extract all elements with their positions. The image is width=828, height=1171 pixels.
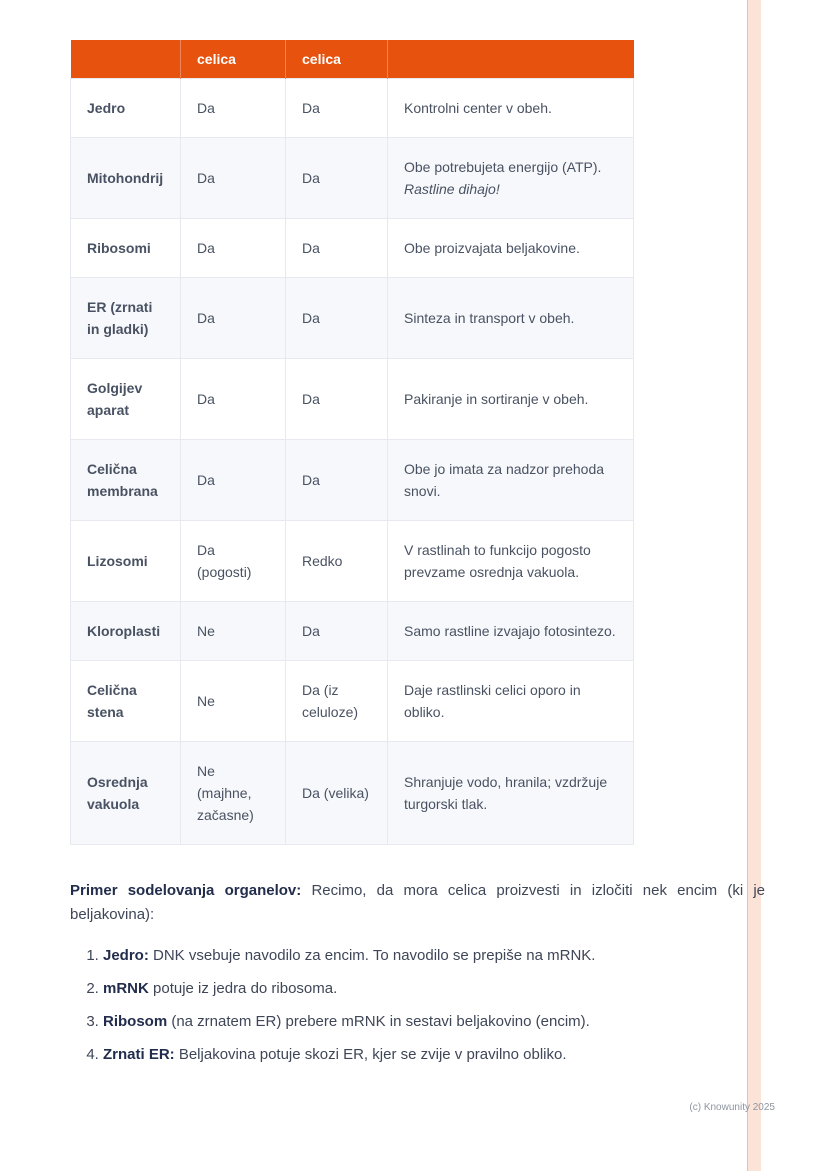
organelle-comparison-table (70, 40, 634, 845)
organelle-name: Celična membrana (71, 440, 181, 521)
organelle-name: Golgijev aparat (71, 359, 181, 440)
organelle-description (388, 138, 634, 219)
description-italic-note: Rastline dihajo! (404, 181, 500, 197)
list-item-lead: Ribosom (103, 1013, 168, 1030)
organelle-description: Sinteza in transport v obeh. (388, 278, 634, 359)
plant-cell-value: Da (286, 602, 388, 661)
plant-cell-value: Da (286, 138, 388, 219)
animal-cell-value: Da (pogosti) (181, 521, 286, 602)
table-row (71, 661, 634, 742)
organelle-description: Kontrolni center v obeh. (388, 79, 634, 138)
organelle-description: Samo rastline izvajajo fotosintezo. (388, 602, 634, 661)
organelle-name: Ribosomi (71, 219, 181, 278)
organelle-name: Lizosomi (71, 521, 181, 602)
animal-cell-value: Da (181, 359, 286, 440)
list-item (103, 978, 765, 1000)
example-intro-lead: Primer sodelovanja organelov: (70, 882, 302, 899)
header-animal-cell: celica (181, 40, 286, 79)
plant-cell-value: Da (286, 359, 388, 440)
table-row (71, 440, 634, 521)
list-item (103, 1011, 765, 1033)
animal-cell-value: Da (181, 278, 286, 359)
organelle-name: Celična stena (71, 661, 181, 742)
table-header-row (71, 40, 634, 79)
organelle-description: Shranjuje vodo, hranila; vzdržuje turgorski tlak. (388, 742, 634, 845)
list-item (103, 1044, 765, 1066)
table-row (71, 79, 634, 138)
list-item-lead: Zrnati ER: (103, 1046, 175, 1063)
animal-cell-value: Ne (181, 602, 286, 661)
animal-cell-value: Da (181, 219, 286, 278)
table-row (71, 359, 634, 440)
plant-cell-value: Da (286, 79, 388, 138)
table-row (71, 521, 634, 602)
organelle-cooperation-list (70, 945, 765, 1066)
list-item-lead: Jedro: (103, 947, 149, 964)
plant-cell-value: Da (velika) (286, 742, 388, 845)
list-item-text: DNK vsebuje navodilo za encim. To navodilo se prepiše na mRNK. (148, 947, 596, 964)
list-item-text: (na zrnatem ER) prebere mRNK in sestavi beljakovino (encim). (167, 1013, 590, 1030)
organelle-name: ER (zrnati in gladki) (71, 278, 181, 359)
plant-cell-value: Da (286, 278, 388, 359)
organelle-description: Pakiranje in sortiranje v obeh. (388, 359, 634, 440)
table-row (71, 219, 634, 278)
organelle-description: Obe jo imata za nadzor prehoda snovi. (388, 440, 634, 521)
list-item-text: Beljakovina potuje skozi ER, kjer se zvije v pravilno obliko. (174, 1046, 567, 1063)
header-plant-cell: celica (286, 40, 388, 79)
table-header (71, 40, 634, 79)
header-function (388, 40, 634, 79)
organelle-description: V rastlinah to funkcijo pogosto prevzame osrednja vakuola. (388, 521, 634, 602)
description-text: Obe potrebujeta energijo (ATP). (404, 159, 602, 175)
animal-cell-value: Da (181, 138, 286, 219)
table-row (71, 602, 634, 661)
organelle-name: Mitohondrij (71, 138, 181, 219)
animal-cell-value: Da (181, 79, 286, 138)
plant-cell-value: Da (286, 219, 388, 278)
example-intro-text: Recimo, da mora celica proizvesti in izločiti nek encim (ki je beljakovina): (70, 882, 766, 923)
organelle-description: Obe proizvajata beljakovine. (388, 219, 634, 278)
list-item (103, 945, 765, 967)
plant-cell-value: Da (286, 440, 388, 521)
list-item-text: potuje iz jedra do ribosoma. (148, 980, 338, 997)
page-content (70, 40, 765, 1077)
animal-cell-value: Ne (majhne, začasne) (181, 742, 286, 845)
table-row (71, 278, 634, 359)
plant-cell-value: Redko (286, 521, 388, 602)
copyright-notice: (c) Knowunity 2025 (689, 1102, 775, 1113)
table-body (71, 79, 634, 845)
table-row (71, 742, 634, 845)
plant-cell-value: Da (iz celuloze) (286, 661, 388, 742)
organelle-description: Daje rastlinski celici oporo in obliko. (388, 661, 634, 742)
animal-cell-value: Da (181, 440, 286, 521)
list-item-lead: mRNK (103, 980, 149, 997)
table-row (71, 138, 634, 219)
example-intro-paragraph (70, 879, 765, 927)
animal-cell-value: Ne (181, 661, 286, 742)
organelle-name: Jedro (71, 79, 181, 138)
organelle-name: Osrednja vakuola (71, 742, 181, 845)
organelle-name: Kloroplasti (71, 602, 181, 661)
header-organelle (71, 40, 181, 79)
